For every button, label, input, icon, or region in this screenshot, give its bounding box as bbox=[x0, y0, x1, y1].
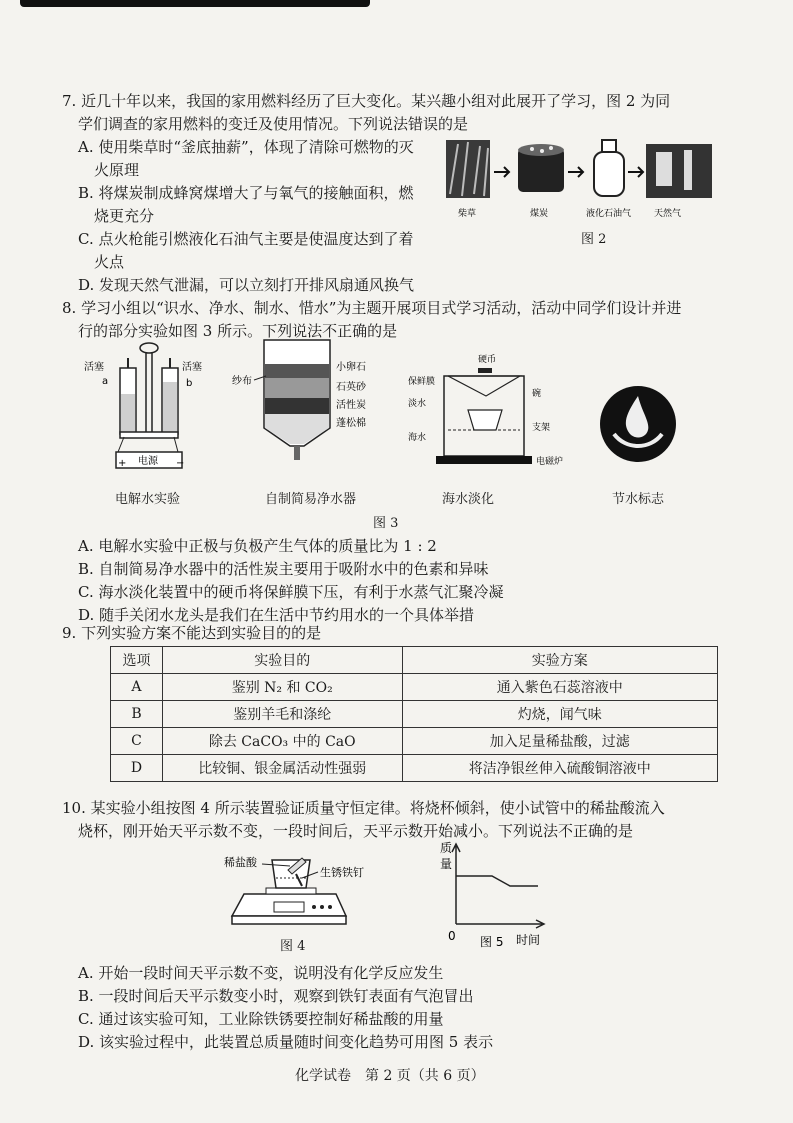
purifier-cotton-label: 蓬松棉 bbox=[336, 418, 366, 429]
water-saving-logo bbox=[598, 384, 678, 464]
q10-option-b: B. 一段时间后天平示数变小时，观察到铁钉表面有气泡冒出 bbox=[78, 987, 474, 1005]
cell-method: 将洁净银丝伸入硫酸铜溶液中 bbox=[402, 755, 717, 782]
fig5-ylabel-1: 质 bbox=[440, 841, 453, 855]
fig5-origin: 0 bbox=[448, 929, 456, 943]
cell-method: 通入紫色石蕊溶液中 bbox=[402, 674, 717, 701]
cell-purpose: 比较铜、银金属活动性强弱 bbox=[162, 755, 402, 782]
purifier-sand-label: 石英砂 bbox=[336, 382, 366, 393]
q8-option-d: D. 随手关闭水龙头是我们在生活中节约用水的一个具体举措 bbox=[78, 606, 475, 624]
desal-coin-label: 硬币 bbox=[478, 355, 497, 365]
electro-tube-a: a bbox=[102, 376, 109, 387]
purifier-gauze-label: 纱布 bbox=[232, 376, 252, 387]
figure-4-caption: 图 4 bbox=[280, 939, 306, 954]
figure-4-balance bbox=[222, 846, 362, 930]
cell-purpose: 除去 CaCO₃ 中的 CaO bbox=[162, 728, 402, 755]
electro-stopcock-left: 活塞 bbox=[84, 362, 104, 373]
cell-option: D bbox=[111, 755, 163, 782]
fig4-nail-label: 生锈铁钉 bbox=[320, 866, 364, 879]
electro-power-label: 电源 bbox=[138, 456, 158, 467]
table-row bbox=[111, 755, 718, 782]
figure-5-caption: 图 5 bbox=[480, 935, 504, 949]
desal-film-label: 保鲜膜 bbox=[408, 377, 436, 387]
q7-option-a: A. 使用柴草时“釜底抽薪”，体现了清除可燃物的灭 bbox=[78, 138, 414, 156]
svg-text:+: + bbox=[118, 458, 127, 469]
fig2-label-lpg: 液化石油气 bbox=[586, 209, 632, 219]
figure-3-caption: 图 3 bbox=[373, 516, 399, 531]
logo-caption: 节水标志 bbox=[612, 492, 665, 507]
table-row bbox=[111, 674, 718, 701]
q7-option-c: C. 点火枪能引燃液化石油气主要是使温度达到了着 bbox=[78, 230, 414, 248]
q7-option-b-cont: 烧更充分 bbox=[94, 207, 155, 225]
desal-sea-label: 海水 bbox=[408, 433, 427, 443]
desal-stand-label: 支架 bbox=[532, 423, 551, 433]
header-option: 选项 bbox=[111, 647, 163, 674]
cell-purpose: 鉴别 N₂ 和 CO₂ bbox=[162, 674, 402, 701]
cell-method: 加入足量稀盐酸，过滤 bbox=[402, 728, 717, 755]
figure-2-caption: 图 2 bbox=[581, 232, 607, 247]
q10-stem-line1: 10. 某实验小组按图 4 所示装置验证质量守恒定律。将烧杯倾斜，使小试管中的稀盐酸流入 bbox=[62, 799, 665, 817]
fig2-label-natural-gas: 天然气 bbox=[654, 209, 682, 219]
q10-stem-line2: 烧杯，刚开始天平示数不变，一段时间后，天平示数开始减小。下列说法不正确的是 bbox=[78, 822, 634, 840]
q9-table bbox=[110, 646, 718, 782]
electro-stopcock-right: 活塞 bbox=[182, 362, 202, 373]
q10-option-c: C. 通过该实验可知，工业除铁锈要控制好稀盐酸的用量 bbox=[78, 1010, 444, 1028]
figure-3-water-purifier bbox=[232, 336, 372, 466]
q9-stem: 9. 下列实验方案不能达到实验目的的是 bbox=[62, 624, 322, 642]
q8-option-c: C. 海水淡化装置中的硬币将保鲜膜下压，有利于水蒸气汇聚冷凝 bbox=[78, 583, 504, 601]
desal-fresh-label: 淡水 bbox=[408, 399, 427, 409]
q7-option-d: D. 发现天然气泄漏，可以立刻打开排风扇通风换气 bbox=[78, 276, 415, 294]
svg-text:−: − bbox=[176, 458, 185, 469]
cell-option: A bbox=[111, 674, 163, 701]
q7-stem-line2: 学们调查的家用燃料的变迁及使用情况。下列说法错误的是 bbox=[78, 115, 469, 133]
q7-stem-line1: 7. 近几十年以来，我国的家用燃料经历了巨大变化。某兴趣小组对此展开了学习，图 2 为同 bbox=[62, 92, 671, 110]
header-method: 实验方案 bbox=[402, 647, 717, 674]
fig2-label-coal: 煤炭 bbox=[530, 209, 549, 219]
desalination-caption: 海水淡化 bbox=[442, 492, 495, 507]
q10-option-d: D. 该实验过程中，此装置总质量随时间变化趋势可用图 5 表示 bbox=[78, 1033, 494, 1051]
purifier-caption: 自制简易净水器 bbox=[265, 492, 357, 507]
q8-option-a: A. 电解水实验中正极与负极产生气体的质量比为 1 : 2 bbox=[78, 537, 437, 555]
q8-stem-line1: 8. 学习小组以“识水、净水、制水、惜水”为主题开展项目式学习活动，活动中同学们设计并进 bbox=[62, 299, 682, 317]
fig2-label-firewood: 柴草 bbox=[458, 209, 477, 219]
table-row bbox=[111, 701, 718, 728]
figure-3-desalination bbox=[408, 350, 578, 470]
q7-option-a-cont: 火原理 bbox=[94, 161, 140, 179]
electro-tube-b: b bbox=[186, 378, 193, 389]
fig5-xlabel: 时间 bbox=[516, 933, 541, 947]
purifier-carbon-label: 活性炭 bbox=[336, 400, 366, 411]
fig5-ylabel-2: 量 bbox=[440, 857, 453, 871]
q7-option-c-cont: 火点 bbox=[94, 253, 125, 271]
header-purpose: 实验目的 bbox=[162, 647, 402, 674]
figure-5-mass-time bbox=[440, 840, 560, 950]
q10-option-a: A. 开始一段时间天平示数不变，说明没有化学反应发生 bbox=[78, 964, 444, 982]
q7-option-b: B. 将煤炭制成蜂窝煤增大了与氧气的接触面积，燃 bbox=[78, 184, 414, 202]
page-footer: 化学试卷 第 2 页（共 6 页） bbox=[295, 1068, 485, 1084]
cell-method: 灼烧，闻气味 bbox=[402, 701, 717, 728]
cell-purpose: 鉴别羊毛和涤纶 bbox=[162, 701, 402, 728]
cell-option: C bbox=[111, 728, 163, 755]
figure-2-fuels bbox=[446, 134, 716, 224]
table-row bbox=[111, 728, 718, 755]
figure-3-electrolysis bbox=[78, 340, 208, 475]
cell-option: B bbox=[111, 701, 163, 728]
purifier-pebble-label: 小卵石 bbox=[336, 362, 366, 373]
table-header-row bbox=[111, 647, 718, 674]
fig4-acid-label: 稀盐酸 bbox=[224, 856, 257, 869]
q8-stem-line2: 行的部分实验如图 3 所示。下列说法不正确的是 bbox=[78, 322, 398, 340]
electrolysis-caption: 电解水实验 bbox=[115, 492, 181, 507]
fig5-mass-line bbox=[456, 876, 538, 886]
scan-edge-bar bbox=[20, 0, 370, 7]
desal-bowl-label: 碗 bbox=[532, 389, 542, 399]
desal-stove-label: 电磁炉 bbox=[536, 457, 564, 467]
q8-option-b: B. 自制简易净水器中的活性炭主要用于吸附水中的色素和异味 bbox=[78, 560, 489, 578]
